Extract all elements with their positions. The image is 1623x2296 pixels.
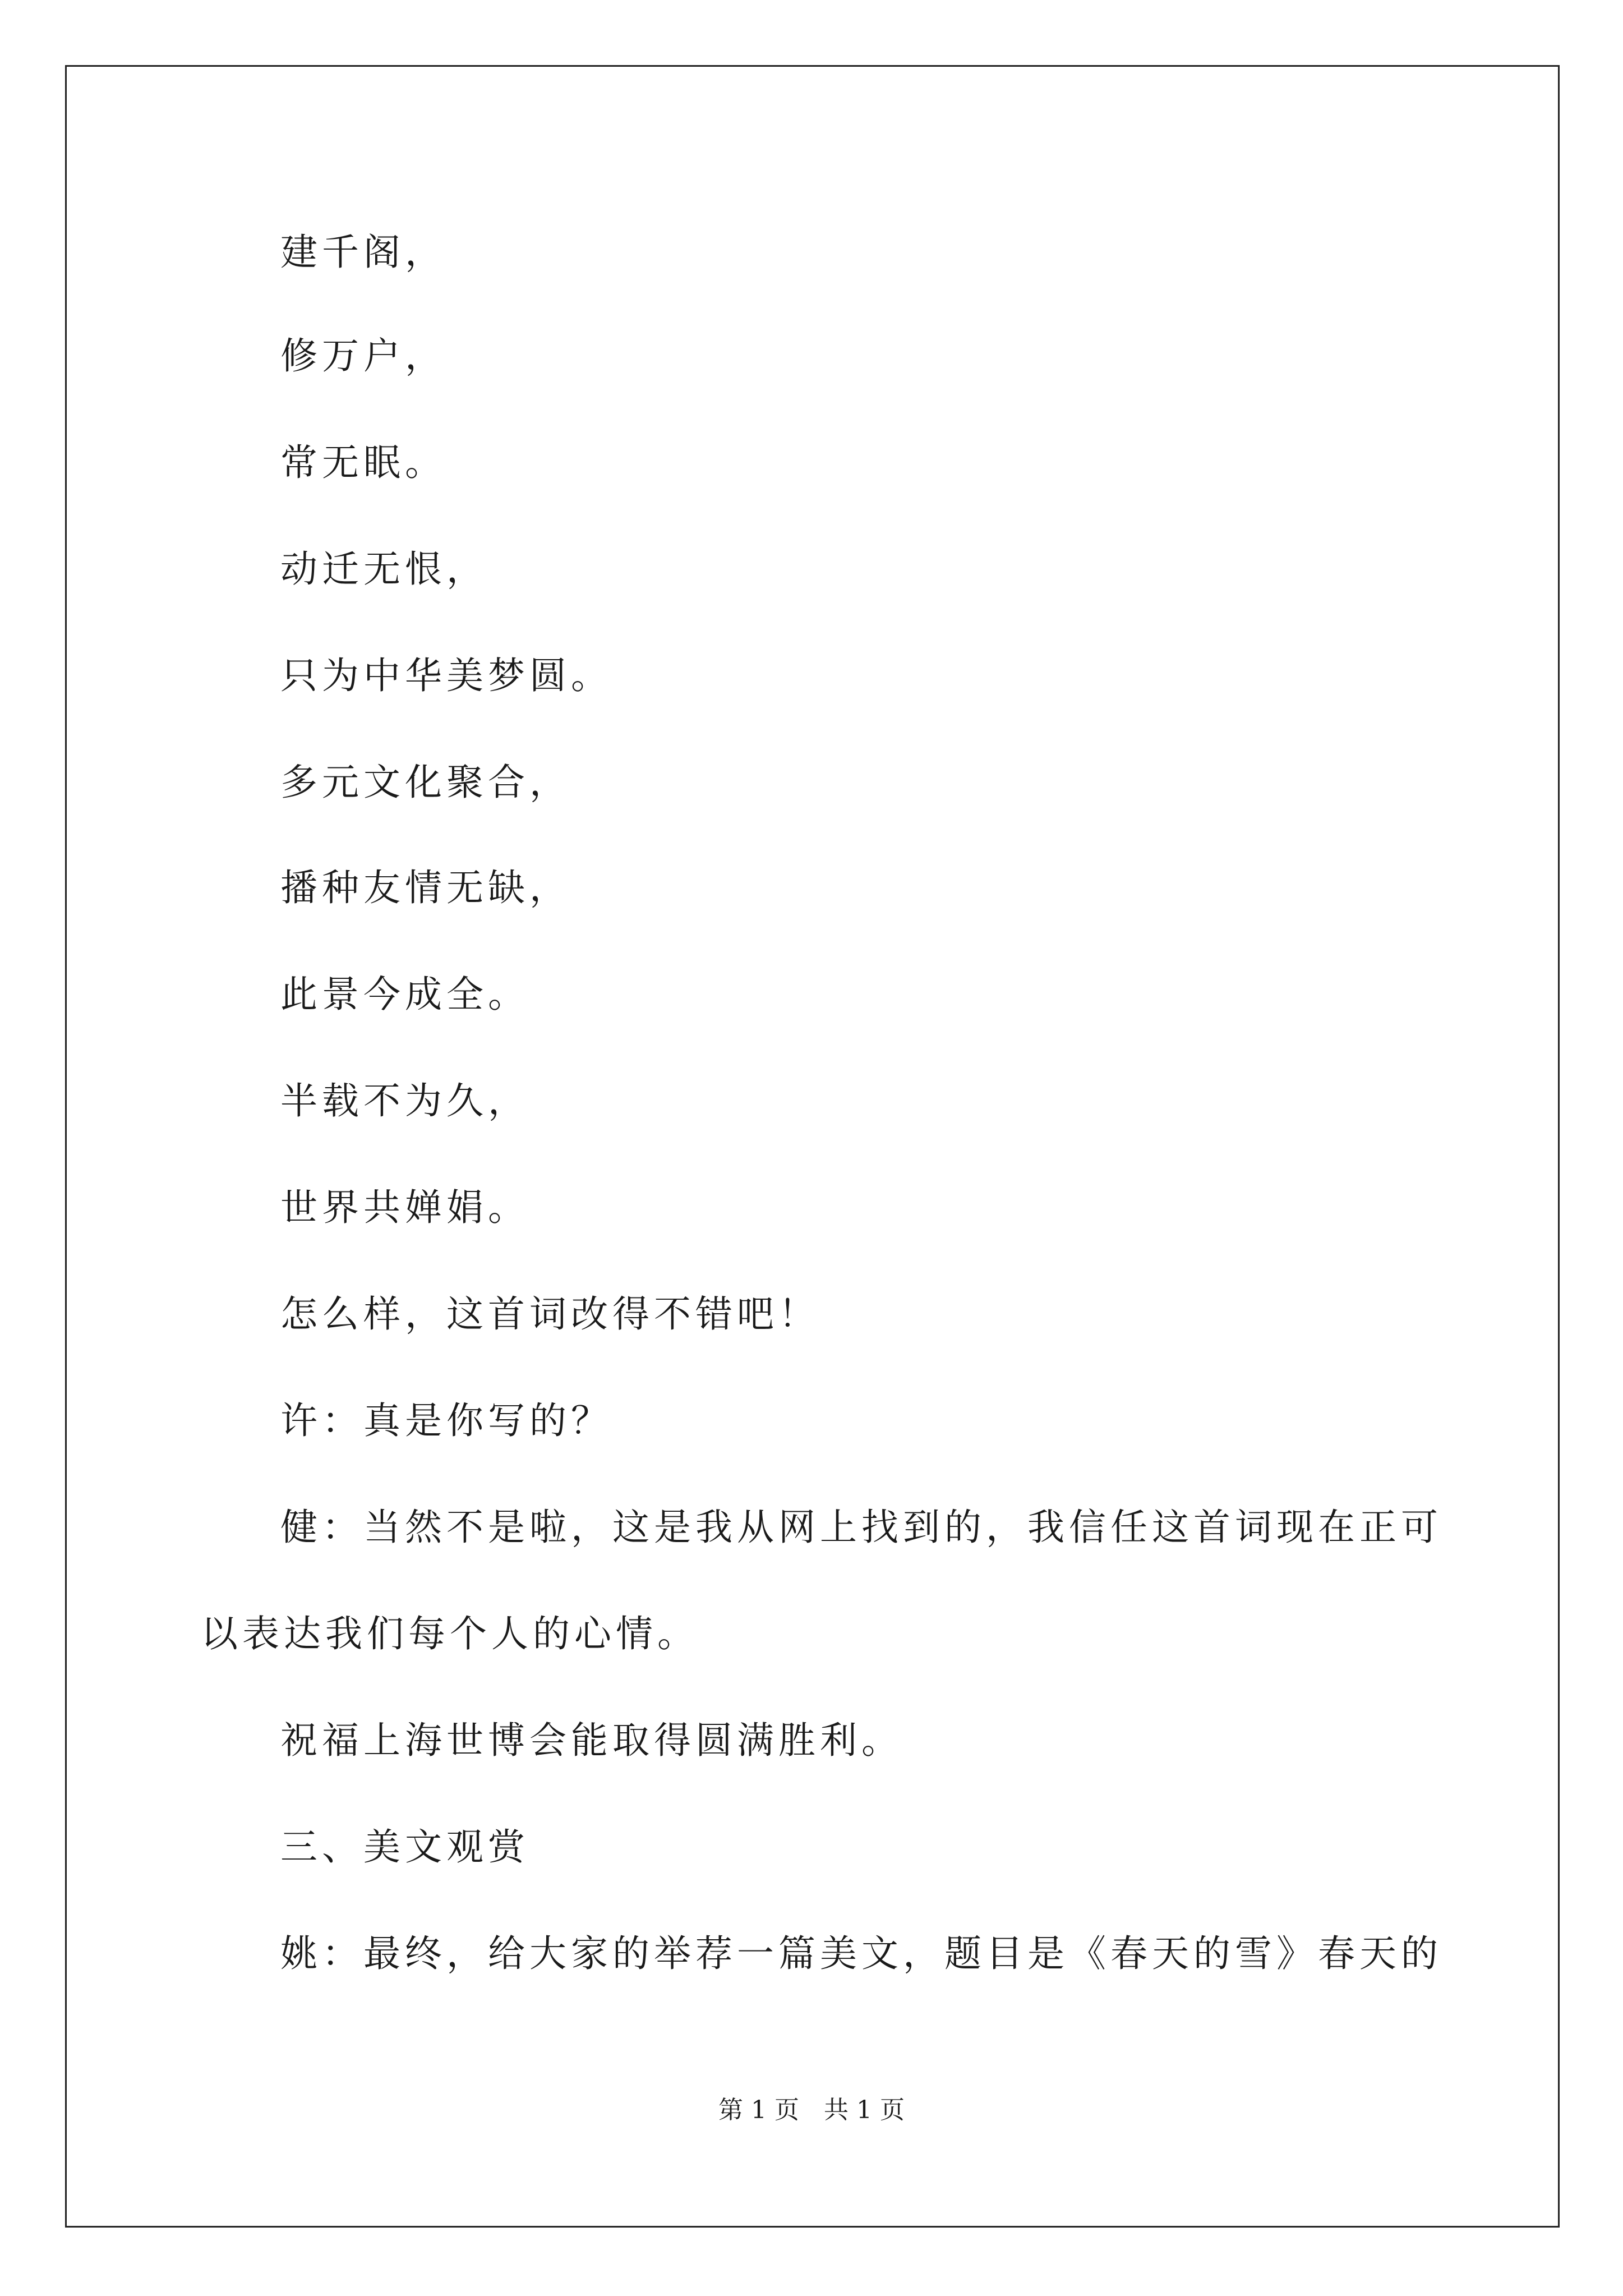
text-line: 多元文化聚合， — [280, 761, 571, 804]
text-line: 健：当然不是啦，这是我从网上找到的，我信任这首词现在正可 — [280, 1506, 1442, 1549]
text-line: 半载不为久， — [280, 1079, 529, 1122]
text-line: 动迁无恨， — [280, 547, 488, 591]
text-line: 怎么样，这首词改得不错吧！ — [280, 1292, 820, 1336]
text-line: 许：真是你写的？ — [280, 1399, 612, 1442]
page-footer: 第 1 页 共 1 页 — [718, 2096, 905, 2124]
text-line: 修万户， — [280, 334, 446, 378]
text-line: 祝福上海世博会能取得圆满胜利。 — [280, 1719, 903, 1762]
text-line: 以表达我们每个人的心情。 — [201, 1612, 699, 1655]
text-line: 播种友情无缺， — [280, 866, 571, 909]
text-line: 建千阁， — [280, 231, 446, 274]
text-line: 姚：最终，给大家的举荐一篇美文，题目是《春天的雪》春天的 — [280, 1932, 1442, 1975]
text-line: 只为中华美梦圆。 — [280, 654, 612, 697]
page-border — [65, 65, 1560, 2228]
text-line: 此景今成全。 — [280, 973, 529, 1016]
section-heading: 三、美文观赏 — [280, 1825, 529, 1869]
text-line: 常无眠。 — [280, 441, 446, 484]
text-line: 世界共婵娟。 — [280, 1186, 529, 1229]
